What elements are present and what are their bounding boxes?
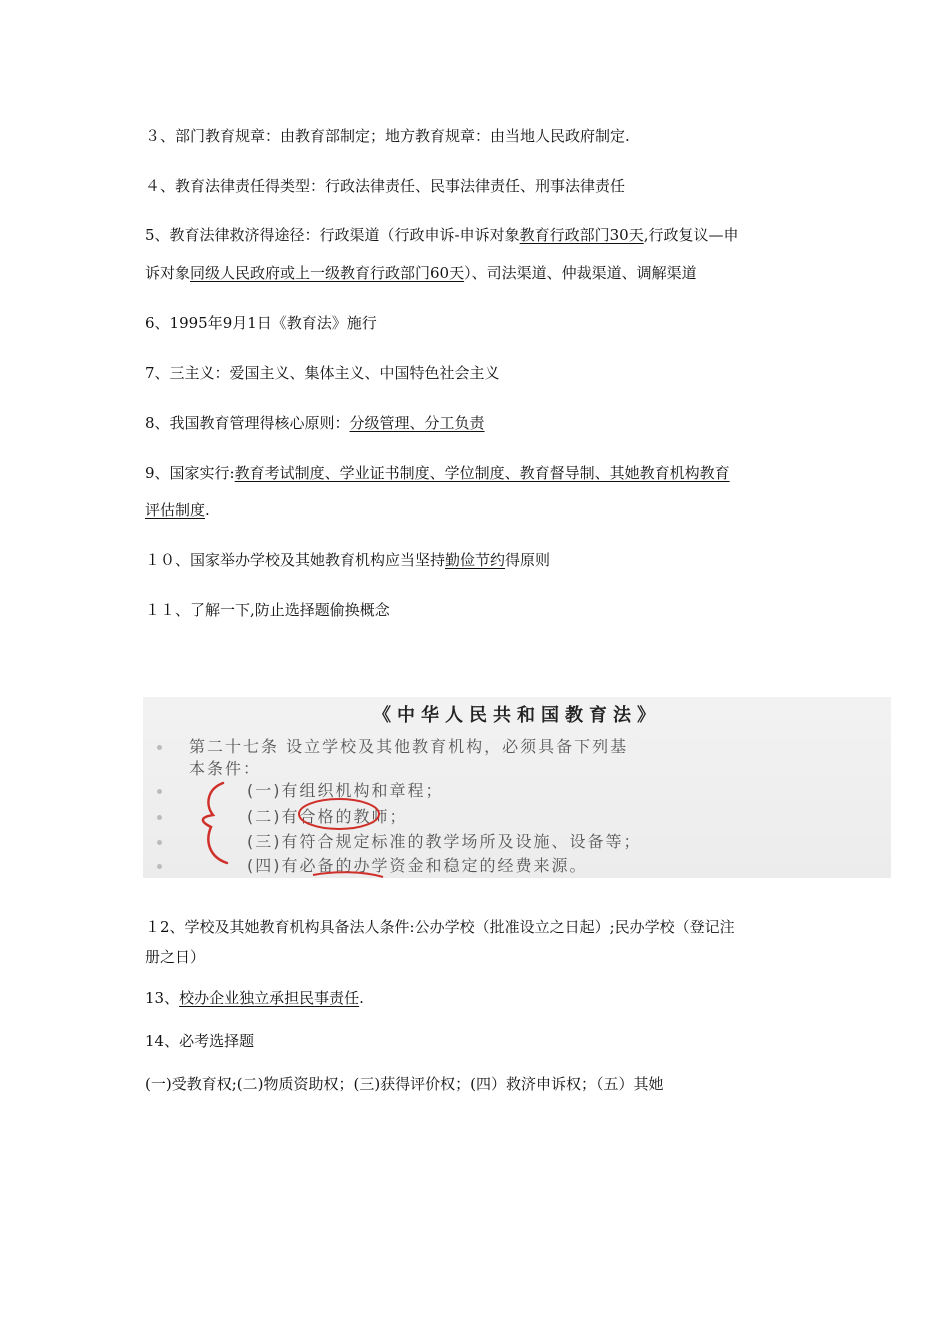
- item-8-underlined: 分级管理、分工负责: [349, 414, 485, 432]
- item-9-text: 9、国家实行:: [145, 464, 235, 482]
- item-6-text: 6、1995年9月1日《教育法》施行: [145, 314, 377, 332]
- red-circle-mark: [299, 799, 379, 829]
- item-7-text: 7、三主义：爱国主义、集体主义、中国特色社会主义: [145, 364, 500, 382]
- item-11-text: １１、了解一下,防止选择题偷换概念: [145, 601, 390, 619]
- item-10: [145, 541, 810, 579]
- item-13: [145, 979, 810, 1017]
- item-12-text: １2、学校及其她教育机构具备法人条件:公办学校（批准设立之日起）;民办学校（登记注: [145, 918, 735, 936]
- item-5-text: 5、教育法律救济得途径：行政渠道（行政申诉-申诉对象: [145, 226, 520, 244]
- slide-condition-1: (一)有组织机构和章程；: [247, 781, 444, 800]
- item-9-underlined: 教育考试制度、学业证书制度、学位制度、教育督导制、其她教育机构教育: [234, 464, 730, 482]
- red-underline-mark: [313, 872, 383, 877]
- item-10-text: １０、国家举办学校及其她教育机构应当坚持: [145, 551, 446, 569]
- item-13-text-2: .: [359, 989, 364, 1007]
- item-5-text-3: 诉对象: [145, 264, 191, 282]
- item-3-text: ３、部门教育规章：由教育部制定；地方教育规章：由当地人民政府制定.: [145, 127, 630, 145]
- item-14: [145, 1022, 810, 1060]
- item-15-text: (一)受教育权;(二)物质资助权；(三)获得评价权；(四）救济申诉权；（五）其她: [145, 1075, 664, 1093]
- item-12-text-2: 册之日）: [145, 948, 206, 966]
- slide-article-line-2: 本条件：: [189, 759, 262, 778]
- slide-article-line: 第二十七条 设立学校及其他教育机构，必须具备下列基: [189, 737, 629, 756]
- item-9-cont: [145, 491, 810, 529]
- item-5-text-4: ）、司法渠道、仲裁渠道、调解渠道: [464, 264, 697, 282]
- item-3: [145, 117, 810, 155]
- item-14-text: 14、必考选择题: [145, 1032, 255, 1050]
- item-4-text: ４、教育法律责任得类型：行政法律责任、民事法律责任、刑事法律责任: [145, 177, 626, 195]
- item-9-text-2: .: [205, 501, 210, 519]
- item-9-underlined-2: 评估制度: [145, 501, 206, 519]
- item-5-cont: [145, 254, 810, 292]
- slide-condition-2: (二)有合格的教师；: [247, 807, 408, 826]
- item-5-text-2: ,行政复议—申: [643, 226, 739, 244]
- item-15: [145, 1065, 810, 1103]
- item-9: [145, 454, 810, 492]
- item-12-cont: [145, 938, 810, 976]
- item-7: [145, 354, 810, 392]
- item-10-underlined: 勤俭节约: [445, 551, 506, 569]
- item-13-text: 13、: [145, 989, 180, 1007]
- item-10-text-2: 得原则: [505, 551, 551, 569]
- education-law-slide-image: [143, 697, 891, 878]
- item-8-text: 8、我国教育管理得核心原则：: [145, 414, 350, 432]
- red-handwritten-marks: [143, 697, 891, 878]
- slide-condition-4: (四)有必备的办学资金和稳定的经费来源。: [247, 856, 588, 875]
- slide-condition-3: (三)有符合规定标准的教学场所及设施、设备等；: [247, 832, 642, 851]
- item-13-underlined: 校办企业独立承担民事责任: [179, 989, 360, 1007]
- item-11: [145, 591, 810, 629]
- slide-title: 《中华人民共和国教育法》: [373, 705, 661, 726]
- item-5-underlined-2: 同级人民政府或上一级教育行政部门60天: [190, 264, 465, 282]
- item-6: [145, 304, 810, 342]
- red-brace-mark: [203, 783, 227, 863]
- item-5-underlined-1: 教育行政部门30天: [519, 226, 644, 244]
- item-4: [145, 167, 810, 205]
- item-5: [145, 216, 810, 254]
- item-8: [145, 404, 810, 442]
